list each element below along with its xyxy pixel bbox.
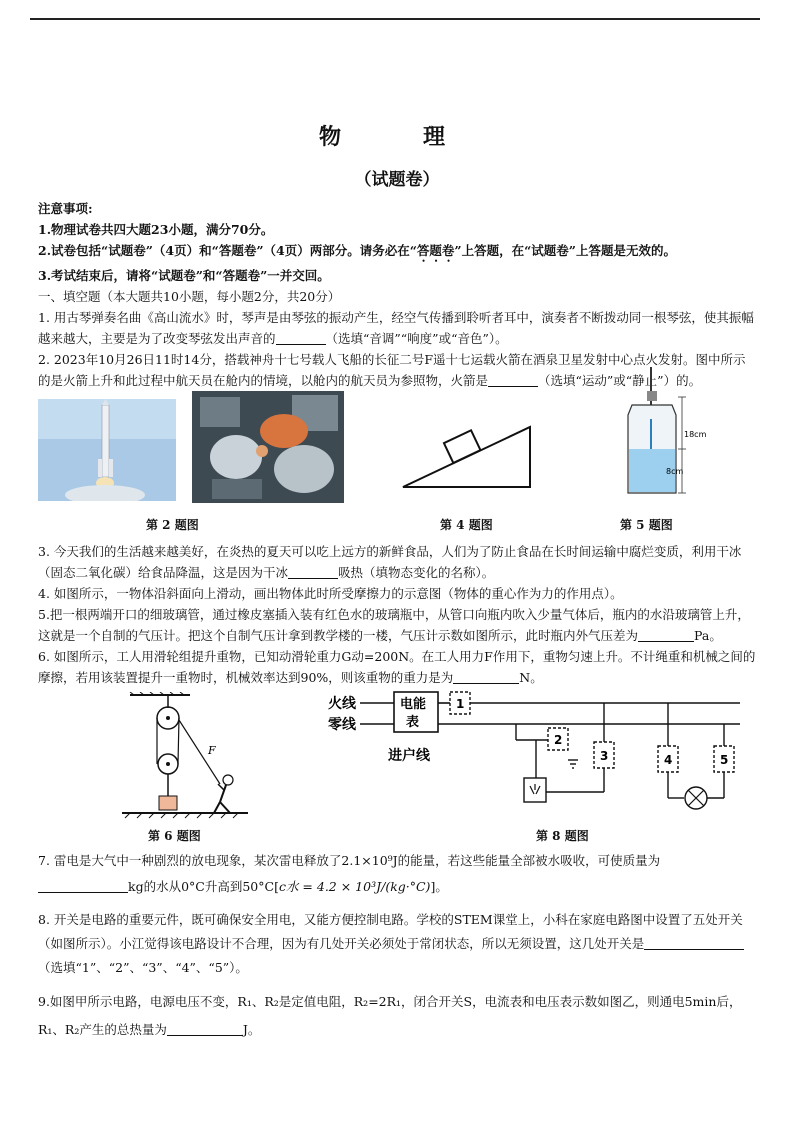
question-6 [38,646,756,688]
q8-tail: （选填“1”、“2”、“3”、“4”、“5”）。 [38,960,248,975]
q7-text: 7. 雷电是大气中一种剧烈的放电现象，某次雷电释放了2.1×10⁹J的能量，若这些能量全部被水吸收，可使质量为 [38,853,661,868]
switch-5-label: 5 [720,753,729,767]
q3-text: 3. 今天我们的生活越来越美好，在炎热的夏天可以吃上远方的新鲜食品，人们为了防止食品在长时间运输中腐烂变质，利用干冰（固态二氧化碳）给食品降温，这是因为干冰 [38,544,742,580]
question-1 [38,307,756,349]
note-2-text: 2.试卷包括“试题卷”（4页）和“答题卷”（4页）两部分。请务必在 [38,243,410,258]
question-4: 4. 如图所示，一物体沿斜面向上滑动，画出物体此时所受摩擦力的示意图（物体的重心作为力的作用点）。 [38,586,623,601]
force-label: F [208,744,216,757]
caption-fig4: 第 4 题图 [440,518,493,532]
q6-blank[interactable] [453,670,519,684]
barometer-bottle [616,367,711,499]
caption-fig2: 第 2 题图 [146,518,199,532]
q7-mid: kg的水从0°C升高到50°C[ [128,879,279,894]
q6-tail: N。 [519,670,543,685]
q3-tail: 吸热（填物态变化的名称）。 [338,565,495,580]
question-3 [38,541,756,583]
bottle-height-8: 8cm [666,467,684,476]
q8-text: 8. 开关是电路的重要元件，既可确保安全用电，又能方便控制电路。学校的STEM课堂上，小科在家庭电路图中设置了五处开关（如图所示）。小江觉得该电路设计不合理，因为有几处开关必须处于常闭状态，所以无须设置，这几处开关是 [38,912,743,951]
note-2 [38,240,756,265]
switch-1-label: 1 [456,697,465,711]
cabin-photo [192,391,344,503]
section1-heading: 一、填空题（本大题共10小题，每小题2分，共20分） [38,289,341,304]
neutral-wire-label: 零线 [328,717,356,733]
q7-end: ]。 [430,879,448,894]
page-subtitle: （试题卷） [354,170,440,190]
switch-2-label: 2 [554,733,563,747]
q2-text: 2. 2023年10月26日11时14分，搭载神舟十七号载人飞船的长征二号F遥十七运载火箭在酒泉卫星发射中心点火发射。图中所示的是火箭上升和此过程中航天员在舱内的情境，以舱内的航天员为参照物，火箭是 [38,352,746,388]
live-wire-label: 火线 [328,696,356,712]
caption-fig6: 第 6 题图 [148,829,201,843]
caption-fig5: 第 5 题图 [620,518,673,532]
service-entrance-label: 进户线 [388,748,430,764]
figure-row-1 [38,391,756,541]
figure-row-2 [38,688,756,848]
q9-text: 9.如图甲所示电路，电源电压不变，R₁、R₂是定值电阻，R₂=2R₁，闭合开关S，电流表和电压表示数如图乙，则通电5min后，R₁、R₂产生的总热量为 [38,994,742,1037]
q1-text: 1. 用古琴弹奏名曲《高山流水》时，琴声是由琴弦的振动产生，经空气传播到聆听者耳中，演奏者不断拨动同一根琴弦，使其振幅越来越大，主要是为了改变琴弦发出声音的 [38,310,754,346]
top-rule [30,18,760,20]
note-2-tail: 上答题，在“试题卷”上答题是无效的。 [461,243,676,258]
q6-text: 6. 如图所示，工人用滑轮组提升重物，已知动滑轮重力G动=200N。在工人用力F作用下，重物匀速上升。不计绳重和机械之间的摩擦，若用该装置提升一重物时，机械效率达到90%，则该重物的重力是为 [38,649,756,685]
q9-blank[interactable] [167,1022,243,1036]
q2-blank[interactable] [488,373,538,387]
exam-body [38,198,756,1044]
household-circuit-diagram [326,688,744,828]
note-2-emph: “答题卷” [409,243,462,258]
notes-heading: 注意事项: [38,201,93,216]
q1-tail: （选填“音调”“响度”或“音色”）。 [325,331,508,346]
question-5 [38,604,756,646]
q5-tail: Pa。 [694,628,722,643]
q7-formula: c水 = 4.2 × 10³J/(kg·°C) [278,879,431,894]
note-3: 3.考试结束后，请将“试题卷”和“答题卷”一并交回。 [38,268,330,283]
caption-fig8: 第 8 题图 [536,829,589,843]
rocket-photo [38,399,176,501]
switch-3-label: 3 [600,749,609,763]
question-7 [38,848,756,900]
incline-diagram [400,421,535,491]
q8-blank[interactable] [644,936,744,950]
q3-blank[interactable] [288,565,338,579]
q1-blank[interactable] [276,331,326,345]
q7-blank[interactable] [38,879,128,893]
question-9 [38,988,756,1044]
meter-label-line1: 电能 [400,697,427,712]
note-1: 1.物理试卷共四大题23小题，满分70分。 [38,222,274,237]
q5-text: 5.把一根两端开口的细玻璃管，通过橡皮塞插入装有红色水的玻璃瓶中，从管口向瓶内吹入少量气体后，瓶内的水沿玻璃管上升，这就是一个自制的气压计。把这个自制气压计拿到教学楼的一楼，气压计示数如图所示，此时瓶内外气压差为 [38,607,750,643]
q9-tail: J。 [242,1022,261,1037]
bottle-height-18: 18cm [684,430,707,439]
pulley-diagram [120,692,250,822]
page-title: 物 理 [318,124,475,150]
q5-blank[interactable] [638,628,694,642]
q2-tail: （选填“运动”或“静止”）的。 [538,373,702,388]
question-8 [38,908,756,980]
meter-label-line2: 表 [406,715,420,730]
switch-4-label: 4 [664,753,673,767]
